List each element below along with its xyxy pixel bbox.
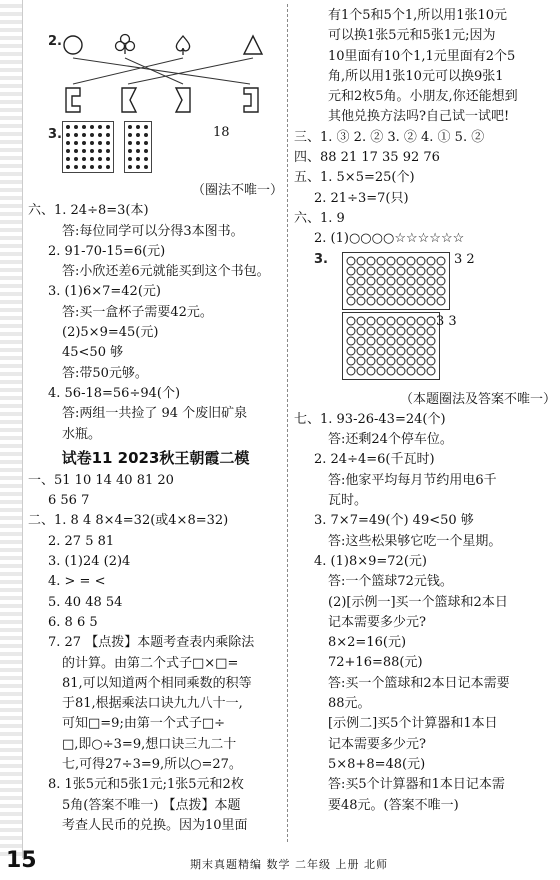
circle-icon <box>436 256 446 266</box>
answer-line: □,即○÷3=9,想口诀三九二十 <box>62 736 237 752</box>
answer-line: 答:买一盒杯子需要42元。 <box>62 304 213 320</box>
answer-line: 元和2枚5角。小朋友,你还能想到 <box>328 89 518 105</box>
answer-line: 8×2=16(元) <box>328 635 407 651</box>
circle-icon <box>386 326 396 336</box>
circle-icon <box>346 286 356 296</box>
circle-icon <box>386 346 396 356</box>
answer-line: 六、1. 9 <box>294 210 345 226</box>
grid-dot <box>136 125 140 129</box>
grid-dot <box>82 157 86 161</box>
circle-icon <box>406 286 416 296</box>
grid-dot <box>128 149 132 153</box>
grid-dot <box>90 149 94 153</box>
circle-icon <box>366 366 376 376</box>
circle-row <box>346 326 436 336</box>
circle-icon <box>356 316 366 326</box>
answer-line: 4. (1)8×9=72(元) <box>314 553 427 569</box>
answer-line: 6 56 7 <box>48 493 90 509</box>
grid-dot <box>82 125 86 129</box>
circle-icon <box>64 36 82 54</box>
dot-grid-a <box>62 121 114 173</box>
grid-dot <box>90 165 94 169</box>
answer-line: 答:买一个篮球和2本日记本需要 <box>328 675 510 691</box>
grid-dot <box>90 141 94 145</box>
answer-line: 的计算。由第二个式子□×□= <box>62 655 239 671</box>
answer-line: 3. (1)6×7=42(元) <box>48 284 161 300</box>
answer-line: 答:两组一共捡了 94 个废旧矿泉 <box>62 406 248 422</box>
circle-icon <box>426 366 436 376</box>
grid-dot <box>128 141 132 145</box>
circle-grid-figure <box>294 250 556 390</box>
answer-line: 7. 27 【点拨】本题考查表内乘除法 <box>48 635 255 651</box>
dot-grid-figure <box>28 121 283 181</box>
grid-dot <box>106 125 110 129</box>
circle-icon <box>426 326 436 336</box>
section-3-answers: 三、1. ③ 2. ② 3. ② 4. ① 5. ② <box>294 129 485 145</box>
circle-icon <box>426 256 436 266</box>
answer-line: (2)5×9=45(元) <box>62 325 159 341</box>
grid-dot <box>66 165 70 169</box>
circle-icon <box>356 326 366 336</box>
grid-dot <box>106 165 110 169</box>
circle-icon <box>426 336 436 346</box>
section-4-answers: 四、88 21 17 35 92 76 <box>294 150 440 166</box>
circle-icon <box>416 326 426 336</box>
grid-dot <box>136 141 140 145</box>
circle-icon <box>396 316 406 326</box>
circle-icon <box>426 296 436 306</box>
circle-icon <box>346 326 356 336</box>
circle-icon <box>366 256 376 266</box>
grid-dot <box>144 125 148 129</box>
exam-title: 试卷11 2023秋王朝霞二模 <box>61 448 250 467</box>
circle-icon <box>386 296 396 306</box>
grid-dot <box>98 157 102 161</box>
circle-row <box>346 336 436 346</box>
grid-dot <box>106 149 110 153</box>
grid-dot <box>106 141 110 145</box>
folded-shape-icon <box>66 88 258 112</box>
circle-icon <box>416 276 426 286</box>
grid-dot <box>128 133 132 137</box>
circle-icon <box>436 286 446 296</box>
grid-dot <box>136 133 140 137</box>
circle-icon <box>396 336 406 346</box>
grid-dot <box>74 157 78 161</box>
circle-icon <box>426 286 436 296</box>
grid-dot <box>66 133 70 137</box>
answer-line: 2. 91-70-15=6(元) <box>48 243 166 259</box>
circle-icon <box>406 356 416 366</box>
circle-icon <box>346 266 356 276</box>
grid-dot <box>128 165 132 169</box>
circle-icon <box>366 276 376 286</box>
page-footer <box>0 846 560 880</box>
answer-line: 记本需要多少元? <box>328 736 426 752</box>
grid-dot <box>128 125 132 129</box>
exchange-explanation <box>294 6 556 128</box>
circle-icon <box>346 256 356 266</box>
circle-icon <box>346 296 356 306</box>
circle-rows-b <box>346 316 436 376</box>
answer-line: 其他兑换方法吗?自己试一试吧! <box>328 109 510 125</box>
circle-icon <box>366 346 376 356</box>
matching-figure <box>28 6 283 121</box>
circle-row <box>346 256 446 266</box>
answer-line: 45<50 够 <box>62 345 124 361</box>
circle-row <box>346 276 446 286</box>
answer-line: 一、51 10 14 40 81 20 <box>28 472 174 488</box>
shape-matching-diagram <box>28 6 278 121</box>
answer-line: 答:还剩24个停车位。 <box>328 432 453 448</box>
q3-label: 3. <box>48 127 62 142</box>
circle-icon <box>376 366 386 376</box>
circle-icon <box>376 326 386 336</box>
grid-dot <box>82 133 86 137</box>
circle-icon <box>356 346 366 356</box>
answer-line: 记本需要多少元? <box>328 614 426 630</box>
grid-dot <box>66 141 70 145</box>
answer-line: 2. 21÷3=7(只) <box>314 190 409 206</box>
answer-line: 72+16=88(元) <box>328 655 423 671</box>
answer-line: 答:每位同学可以分得3本图书。 <box>62 223 244 239</box>
q3-note: （圈法不唯一） <box>191 183 283 198</box>
section-7-answers <box>294 410 556 816</box>
answer-line: 10里面有10个1,1元里面有2个5 <box>328 48 516 64</box>
circle-icon <box>426 316 436 326</box>
circle-icon <box>386 276 396 286</box>
q3-count: 18 <box>213 125 230 140</box>
grid-dot <box>136 157 140 161</box>
circle-icon <box>416 296 426 306</box>
circle-icon <box>376 296 386 306</box>
circle-icon <box>356 266 366 276</box>
circle-row <box>346 286 446 296</box>
circle-icon <box>416 336 426 346</box>
answer-line: 可以换1张5元和5张1元;因为 <box>328 28 496 44</box>
circle-icon <box>406 336 416 346</box>
grid-dot <box>74 165 78 169</box>
circle-row <box>346 316 436 326</box>
circle-icon <box>376 256 386 266</box>
circle-icon <box>356 286 366 296</box>
answer-line: 81,可以知道两个相同乘数的积等 <box>62 675 252 691</box>
answer-line: 答:一个篮球72元钱。 <box>328 574 453 590</box>
answer-line: 2. 24÷4=6(千瓦时) <box>314 452 435 468</box>
circle-icon <box>366 286 376 296</box>
fig-a-answer: 3 2 <box>454 251 475 267</box>
answer-line: 答:这些松果够它吃一个星期。 <box>328 533 502 549</box>
grid-dot <box>66 125 70 129</box>
circle-icon <box>416 356 426 366</box>
circle-icon <box>396 326 406 336</box>
left-column <box>28 6 283 836</box>
grid-dot <box>74 141 78 145</box>
grid-dot <box>82 165 86 169</box>
circle-row <box>346 266 446 276</box>
circle-icon <box>396 266 406 276</box>
grid-dot <box>82 141 86 145</box>
circle-icon <box>406 256 416 266</box>
right-column <box>294 6 556 816</box>
circle-icon <box>376 266 386 276</box>
circle-icon <box>416 286 426 296</box>
circle-icon <box>356 296 366 306</box>
answer-line: 5. 40 48 54 <box>48 594 123 610</box>
circle-icon <box>346 336 356 346</box>
answer-line: 六、1. 24÷8=3(本) <box>28 203 149 219</box>
grid-dot <box>98 165 102 169</box>
fig-b-answer: 3 3 <box>436 313 457 329</box>
answer-line: 2. (1)○○○○☆☆☆☆☆☆ <box>314 231 465 247</box>
answer-line: 水瓶。 <box>62 426 102 442</box>
circle-icon <box>356 256 366 266</box>
circle-icon <box>396 256 406 266</box>
circle-icon <box>426 346 436 356</box>
circle-icon <box>346 276 356 286</box>
circle-icon <box>406 366 416 376</box>
circle-icon <box>386 266 396 276</box>
circle-icon <box>386 256 396 266</box>
circle-icon <box>366 266 376 276</box>
answer-line: 考查人民币的兑换。因为10里面 <box>62 817 248 833</box>
grid-dot <box>66 157 70 161</box>
circle-icon <box>356 276 366 286</box>
q2-label: 2. <box>48 34 62 49</box>
footer-text: 期末真题精编 数学 二年级 上册 北师 <box>190 858 388 871</box>
circle-icon <box>426 356 436 366</box>
answer-line: 6. 8 6 5 <box>48 614 98 630</box>
page-number: 15 <box>6 848 37 873</box>
sec6-q3-label: 3. <box>314 251 328 267</box>
grid-dot <box>98 125 102 129</box>
circle-rows-a <box>346 256 446 306</box>
answer-line: (2)[示例一]买一个篮球和2本日 <box>328 594 508 610</box>
circle-icon <box>346 366 356 376</box>
grid-dot <box>106 133 110 137</box>
circle-icon <box>366 326 376 336</box>
circle-icon <box>406 266 416 276</box>
circle-row <box>346 356 436 366</box>
answer-line: 4. 56-18=56÷94(个) <box>48 385 181 401</box>
answer-line: 二、1. 8 4 8×4=32(或4×8=32) <box>28 513 229 529</box>
grid-dot <box>144 149 148 153</box>
circle-icon <box>386 366 396 376</box>
grid-dot <box>144 157 148 161</box>
circle-icon <box>406 326 416 336</box>
circle-icon <box>416 316 426 326</box>
circle-icon <box>416 366 426 376</box>
grid-dot <box>136 149 140 153</box>
answer-line: [示例二]买5个计算器和1本日 <box>328 716 498 732</box>
triangle-icon <box>244 36 262 54</box>
circle-icon <box>366 356 376 366</box>
answer-line: 角,所以用1张10元可以换9张1 <box>328 68 504 84</box>
section-6-answers <box>28 201 283 445</box>
answer-line: 瓦时。 <box>328 493 368 509</box>
grid-dot <box>98 149 102 153</box>
grid-dot <box>74 149 78 153</box>
answer-line: 七、1. 93-26-43=24(个) <box>294 411 446 427</box>
answer-line: 答:小欣还差6元就能买到这个书包。 <box>62 264 270 280</box>
circle-icon <box>366 316 376 326</box>
grid-dot <box>144 133 148 137</box>
circle-icon <box>406 316 416 326</box>
grid-dot <box>106 157 110 161</box>
circle-icon <box>376 356 386 366</box>
circle-icon <box>406 276 416 286</box>
circle-icon <box>386 356 396 366</box>
grid-dot <box>66 149 70 153</box>
circle-icon <box>396 346 406 356</box>
circle-row <box>346 346 436 356</box>
grid-dot <box>74 133 78 137</box>
circle-icon <box>396 296 406 306</box>
answer-line: 8. 1张5元和5张1元;1张5元和2枚 <box>48 777 244 793</box>
answer-line: 3. (1)24 (2)4 <box>48 554 131 570</box>
circle-icon <box>396 276 406 286</box>
answer-line: 4. > = < <box>48 574 106 590</box>
circle-icon <box>426 266 436 276</box>
dot-grids <box>62 121 158 173</box>
grid-dot <box>144 141 148 145</box>
circle-icon <box>386 286 396 296</box>
circle-icon <box>376 316 386 326</box>
grid-dot <box>98 141 102 145</box>
answer-line: 88元。 <box>328 696 371 712</box>
answer-line: 5角(答案不唯一) 【点拨】本题 <box>62 797 241 813</box>
grid-dot <box>74 125 78 129</box>
circle-row <box>346 296 446 306</box>
answer-line: 2. 27 5 81 <box>48 533 115 549</box>
answer-line: 要48元。(答案不唯一) <box>328 797 459 813</box>
circle-icon <box>346 356 356 366</box>
grid-dot <box>90 125 94 129</box>
grid-dot <box>90 133 94 137</box>
circle-icon <box>436 276 446 286</box>
answer-line: 五、1. 5×5=25(个) <box>294 170 415 186</box>
grid-dot <box>144 165 148 169</box>
page-edge-strip <box>0 0 23 858</box>
circle-icon <box>386 336 396 346</box>
answer-line: 3. 7×7=49(个) 49<50 够 <box>314 513 474 529</box>
answer-line: 七,可得27÷3=9,所以○=27。 <box>62 757 242 773</box>
club-icon <box>116 35 135 55</box>
circle-icon <box>396 286 406 296</box>
grid-dot <box>90 157 94 161</box>
circle-icon <box>376 286 386 296</box>
grid-dot <box>82 149 86 153</box>
circle-icon <box>416 266 426 276</box>
circle-grid-a <box>342 252 450 310</box>
circle-icon <box>366 296 376 306</box>
circle-icon <box>356 356 366 366</box>
column-separator <box>287 4 288 842</box>
circle-icon <box>396 356 406 366</box>
circle-grid-b <box>342 312 440 380</box>
answer-line: 答:带50元够。 <box>62 365 148 381</box>
answer-line: 5×8+8=48(元) <box>328 756 426 772</box>
grid-dot <box>136 165 140 169</box>
circle-icon <box>366 336 376 346</box>
circle-icon <box>386 316 396 326</box>
grid-dot <box>98 133 102 137</box>
answer-line: 答:买5个计算器和1本日记本需 <box>328 777 505 793</box>
circle-icon <box>426 276 436 286</box>
spade-icon <box>176 36 189 55</box>
circle-icon <box>406 346 416 356</box>
circle-icon <box>356 366 366 376</box>
circle-icon <box>436 296 446 306</box>
circle-icon <box>436 266 446 276</box>
fig-note: （本题圈法及答案不唯一） <box>399 391 556 407</box>
exam-answers <box>28 471 283 836</box>
circle-icon <box>376 336 386 346</box>
circle-icon <box>416 346 426 356</box>
circle-icon <box>376 346 386 356</box>
circle-icon <box>376 276 386 286</box>
circle-icon <box>346 346 356 356</box>
grid-dot <box>128 157 132 161</box>
circle-row <box>346 366 436 376</box>
answer-line: 可知□=9;由第一个式子□÷ <box>62 716 226 732</box>
circle-icon <box>356 336 366 346</box>
circle-icon <box>416 256 426 266</box>
circle-icon <box>406 296 416 306</box>
answer-line: 答:他家平均每月节约用电6千 <box>328 472 497 488</box>
answer-line: 有1个5和5个1,所以用1张10元 <box>328 8 508 23</box>
answer-line: 于81,根据乘法口诀九九八十一, <box>62 696 243 712</box>
circle-icon <box>346 316 356 326</box>
circle-icon <box>396 366 406 376</box>
dot-grid-b <box>124 121 152 173</box>
